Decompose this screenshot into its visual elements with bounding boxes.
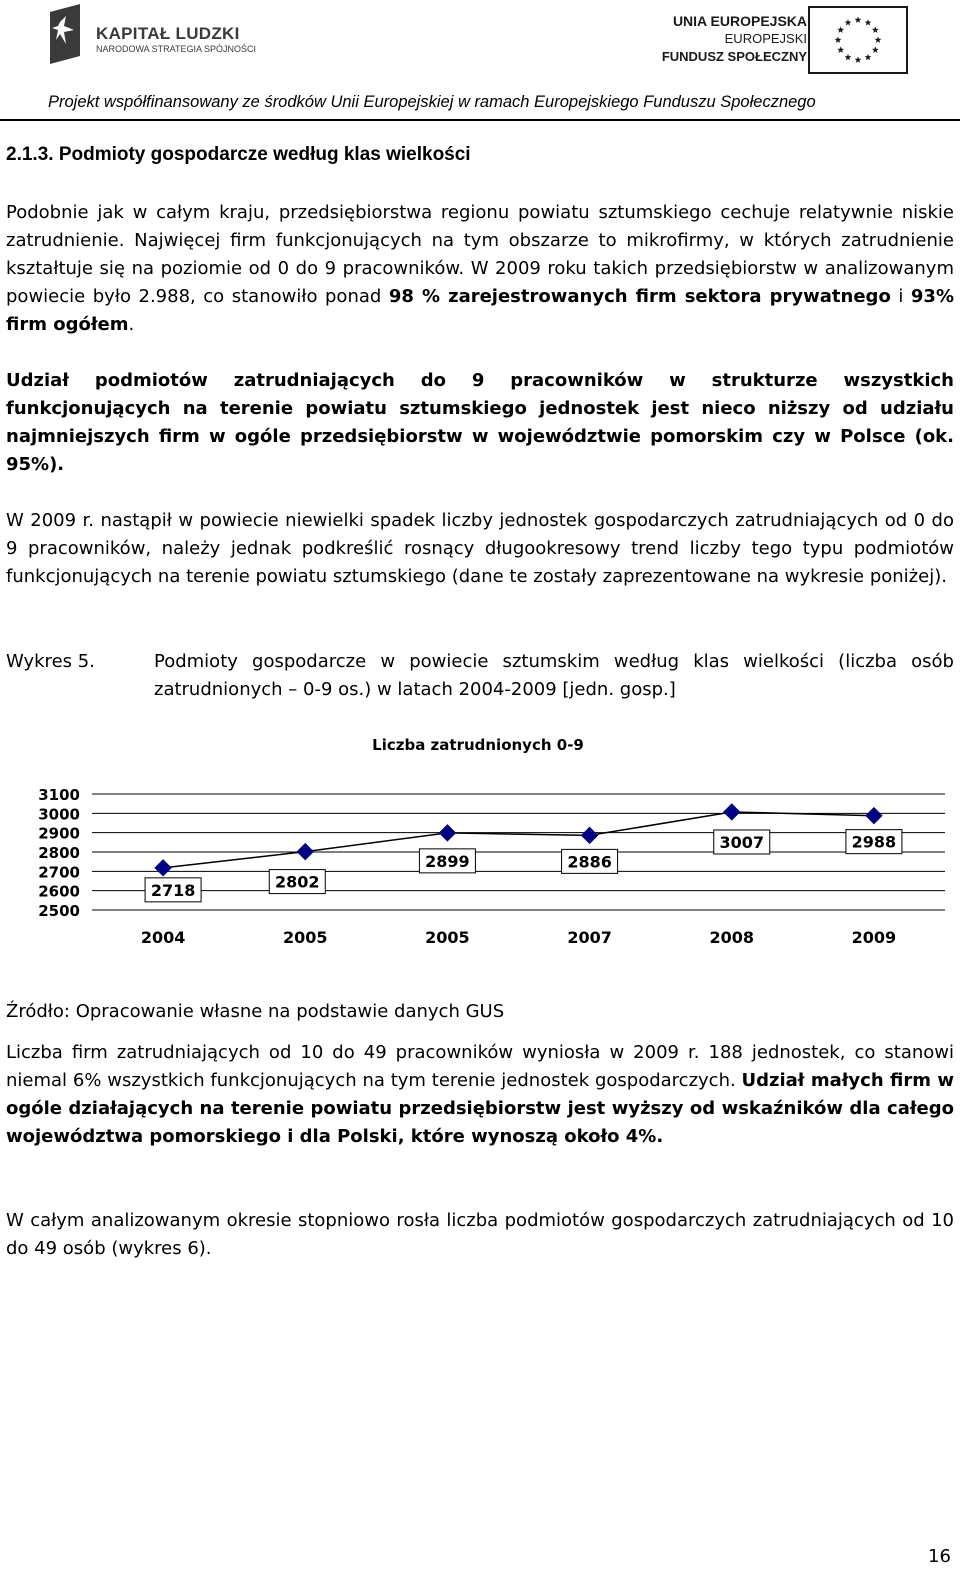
- chart-point-marker: [582, 827, 598, 843]
- kapital-ludzki-logo: [46, 4, 257, 66]
- kl-title: KAPITAŁ LUDZKI: [96, 24, 240, 43]
- kl-subtitle: NARODOWA STRATEGIA SPÓJNOŚCI: [96, 44, 257, 54]
- eu-line-2: EUROPEJSKI: [724, 31, 807, 46]
- chart-y-tick-label: 2900: [38, 824, 80, 843]
- chart-svg: [0, 720, 960, 970]
- eu-text: [662, 12, 807, 66]
- chart-x-tick-label: 2005: [425, 928, 470, 947]
- chart-y-tick-label: 2500: [38, 902, 80, 920]
- chart-point-marker: [439, 825, 455, 841]
- paragraph-5: W całym analizowanym okresie stopniowo rosła liczba podmiotów gospodarczych zatrudniających od 10 do 49 osób (wykres 6).: [6, 1210, 954, 1259]
- chart-data-label: 3007: [719, 832, 765, 852]
- eu-line-3: FUNDUSZ SPOŁECZNY: [661, 49, 807, 64]
- chart-point-marker: [724, 804, 740, 820]
- chart-data-label: 2802: [274, 872, 320, 892]
- paragraph-2: Udział podmiotów zatrudniających do 9 pracowników w strukturze wszystkich funkcjonujących na terenie powiatu sztumskiego jednostek jest nieco niższy od udziału najmniejszych firm w ogóle przedsiębiorstw w województwie pomorskim czy w Polsce (ok. 95%).: [6, 370, 954, 475]
- paragraph-3: W 2009 r. nastąpił w powiecie niewielki spadek liczby jednostek gospodarczych zatrudniających od 0 do 9 pracowników, należy jednak podkreślić rosnący długookresowy trend liczby tego typu podmiotów funkcjonujących na terenie powiatu sztumskiego (dane te zostały zaprezentowane na wykresie poniżej).: [6, 510, 954, 587]
- header-divider: [0, 119, 960, 121]
- chart-data-label: 2899: [425, 851, 470, 871]
- p4-bold-b: Udział małych firm w ogóle działających na terenie powiatu przedsiębiorstw jest wyższy od wskaźników dla całego województwa pomorskiego i dla Polski, które wynoszą około 4%.: [6, 1070, 954, 1147]
- chart-x-tick-label: 2005: [282, 928, 328, 947]
- p1-text-a: Podobnie jak w całym kraju, przedsiębiorstwa regionu powiatu sztumskiego cechuje relatywnie niskie zatrudnienie. Najwięcej firm funkcjonujących na tym obszarze to mikrofirmy, w których zatrudnienie kształtuje się na poziomie od 0 do 9 pracowników. W 2009 roku takich przedsiębiorstw w analizowanym powiecie było 2.988, co stanowiło ponad: [6, 202, 954, 307]
- caption-number: Wykres 5.: [6, 651, 95, 672]
- page-header: [0, 0, 960, 120]
- project-cofinancing-line: Projekt współfinansowany ze środków Unii Europejskiej w ramach Europejskiego Funduszu Społecznego: [48, 93, 816, 111]
- chart-x-tick-label: 2007: [567, 928, 612, 947]
- chart-y-tick-label: 2600: [38, 882, 80, 901]
- eu-logo: [660, 4, 930, 76]
- page-number: 16: [928, 1546, 951, 1567]
- chart-point-marker: [155, 860, 171, 876]
- p1-text-c: i: [890, 286, 911, 307]
- chart-x-tick-label: 2008: [709, 928, 755, 947]
- caption-text: Podmioty gospodarcze w powiecie sztumskim według klas wielkości (liczba osób zatrudnionych – 0-9 os.) w latach 2004-2009 [jedn. gosp.]: [154, 651, 954, 700]
- p1-bold-d: 93% firm ogółem: [6, 286, 954, 335]
- p1-bold-b: 98 % zarejestrowanych firm sektora prywatnego: [388, 286, 891, 307]
- chart-x-tick-label: 2009: [851, 928, 897, 947]
- chart-data-label: 2718: [150, 880, 196, 900]
- p4-text-a: Liczba firm zatrudniających od 10 do 49 pracowników wyniosła w 2009 r. 188 jednostek, co stanowi niemal 6% wszystkich funkcjonujących na tym terenie jednostek gospodarczych.: [6, 1042, 954, 1091]
- paragraph-1: [6, 199, 954, 339]
- p1-text-e: .: [128, 314, 135, 335]
- chart-data-label: 2886: [567, 852, 612, 872]
- employment-chart: [0, 720, 960, 970]
- kapital-ludzki-emblem-icon: [46, 4, 86, 64]
- chart-title: Liczba zatrudnionych 0-9: [372, 736, 584, 754]
- chart-y-tick-label: 2800: [38, 844, 80, 862]
- chart-y-tick-label: 3100: [38, 786, 80, 804]
- chart-y-tick-label: 3000: [38, 805, 80, 824]
- eu-flag-icon: [808, 6, 908, 74]
- chart-point-marker: [866, 808, 882, 824]
- paragraph-4: [6, 1039, 954, 1151]
- chart-y-tick-label: 2700: [38, 863, 80, 882]
- chart-data-label: 2988: [851, 832, 897, 852]
- chart-x-tick-label: 2004: [140, 928, 186, 947]
- section-title: 2.1.3. Podmioty gospodarcze według klas wielkości: [6, 144, 471, 165]
- chart-point-marker: [297, 844, 313, 860]
- eu-line-1: UNIA EUROPEJSKA: [672, 13, 807, 29]
- chart-source: Źródło: Opracowanie własne na podstawie danych GUS: [6, 1001, 505, 1022]
